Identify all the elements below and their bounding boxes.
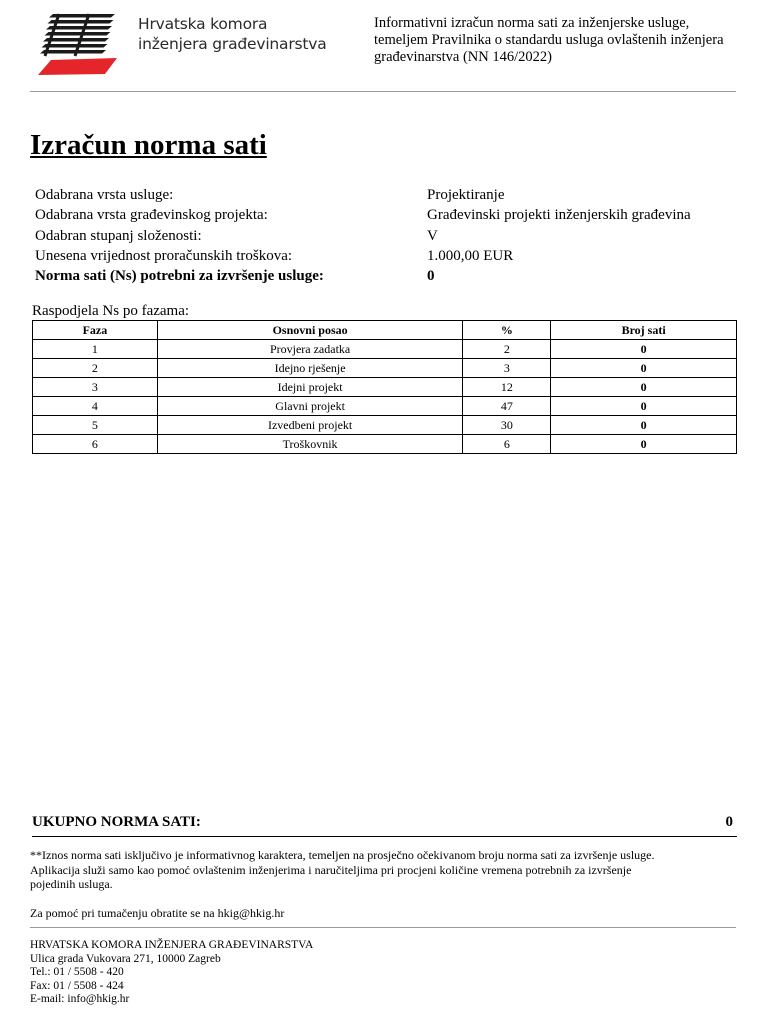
summary-row-complexity <box>35 226 745 246</box>
cell-percent: 12 <box>463 378 551 397</box>
summary-label: Odabrana vrsta građevinskog projekta: <box>35 207 268 224</box>
summary-row-norm-hours <box>35 266 745 286</box>
summary-label: Unesena vrijednost proračunskih troškova: <box>35 247 293 264</box>
column-header-posao: Osnovni posao <box>157 321 463 340</box>
table-row <box>33 378 737 397</box>
help-email-link[interactable]: hkig@hkig.hr <box>217 906 285 920</box>
table-row <box>33 397 737 416</box>
help-text: Za pomoć pri tumačenju obratite se na <box>30 906 218 920</box>
column-header-percent: % <box>463 321 551 340</box>
cell-hours: 0 <box>551 416 737 435</box>
cell-hours: 0 <box>551 340 737 359</box>
cell-posao: Idejni projekt <box>157 378 463 397</box>
cell-posao: Provjera zadatka <box>157 340 463 359</box>
footer-email-label: E-mail: <box>30 993 68 1006</box>
cell-posao: Glavni projekt <box>157 397 463 416</box>
summary-section <box>35 185 745 286</box>
total-label: UKUPNO NORMA SATI: <box>32 814 201 830</box>
footer-org: HRVATSKA KOMORA INŽENJERA GRAĐEVINARSTVA <box>30 939 314 951</box>
total-value: 0 <box>725 814 733 830</box>
logo-line-2: inženjera građevinarstva <box>138 35 327 53</box>
cell-percent: 6 <box>463 435 551 454</box>
footer-email-link[interactable]: info@hkig.hr <box>67 993 130 1006</box>
cell-hours: 0 <box>551 435 737 454</box>
help-line <box>30 906 284 921</box>
cell-posao: Izvedbeni projekt <box>157 416 463 435</box>
header-description: Informativni izračun norma sati za inženjerske usluge, temeljem Pravilnika o standardu usluga ovlaštenih inženjera građevinarstva (NN 146/2022) <box>374 15 724 65</box>
cell-hours: 0 <box>551 378 737 397</box>
summary-row-service <box>35 185 745 205</box>
logo-line-1: Hrvatska komora <box>138 15 268 33</box>
cell-hours: 0 <box>551 359 737 378</box>
page-footer <box>30 939 313 1007</box>
summary-label: Odabrana vrsta usluge: <box>35 187 174 203</box>
cell-percent: 3 <box>463 359 551 378</box>
page-title: Izračun norma sati <box>30 129 267 161</box>
table-row <box>33 340 737 359</box>
hkig-logo-icon <box>37 12 117 76</box>
table-header-row <box>33 321 737 340</box>
phases-caption: Raspodjela Ns po fazama: <box>32 303 190 319</box>
page-header <box>0 0 768 92</box>
header-divider <box>30 91 736 92</box>
cell-percent: 2 <box>463 340 551 359</box>
cell-percent: 30 <box>463 416 551 435</box>
cell-faza: 2 <box>33 359 158 378</box>
cell-posao: Troškovnik <box>157 435 463 454</box>
summary-value: Projektiranje <box>427 187 505 203</box>
summary-value: V <box>427 227 438 244</box>
logo-wordmark <box>138 14 327 54</box>
summary-label: Odabran stupanj složenosti: <box>35 227 202 244</box>
footer-tel: Tel.: 01 / 5508 - 420 <box>30 966 124 979</box>
cell-faza: 3 <box>33 378 158 397</box>
footer-address: Ulica grada Vukovara 271, 10000 Zagreb <box>30 952 221 965</box>
footer-fax: Fax: 01 / 5508 - 424 <box>30 979 124 992</box>
summary-row-budget <box>35 246 745 266</box>
cell-faza: 1 <box>33 340 158 359</box>
table-row <box>33 435 737 454</box>
cell-faza: 5 <box>33 416 158 435</box>
footer-email <box>30 993 313 1007</box>
table-row <box>33 359 737 378</box>
cell-percent: 47 <box>463 397 551 416</box>
cell-hours: 0 <box>551 397 737 416</box>
summary-value: Građevinski projekti inženjerskih građevina <box>427 207 691 224</box>
column-header-faza: Faza <box>33 321 158 340</box>
summary-value: 1.000,00 EUR <box>427 247 514 264</box>
cell-posao: Idejno rješenje <box>157 359 463 378</box>
summary-value: 0 <box>427 268 435 285</box>
summary-row-project-type <box>35 205 745 225</box>
cell-faza: 4 <box>33 397 158 416</box>
cell-faza: 6 <box>33 435 158 454</box>
phases-table <box>32 320 737 454</box>
column-header-hours: Broj sati <box>551 321 737 340</box>
disclaimer-note: **Iznos norma sati isključivo je informativnog karaktera, temeljen na prosječno očekivanom broju norma sati za izvršenje usluge. Aplikacija služi samo kao pomoć ovlaštenim inženjerima i naručiteljima pri procjeni količine vremena potrebnih za izvršenje pojedinih usluga. <box>30 848 655 891</box>
table-row <box>33 416 737 435</box>
total-norm-hours <box>32 814 737 837</box>
footer-divider <box>30 927 736 928</box>
summary-label: Norma sati (Ns) potrebni za izvršenje usluge: <box>35 268 324 285</box>
